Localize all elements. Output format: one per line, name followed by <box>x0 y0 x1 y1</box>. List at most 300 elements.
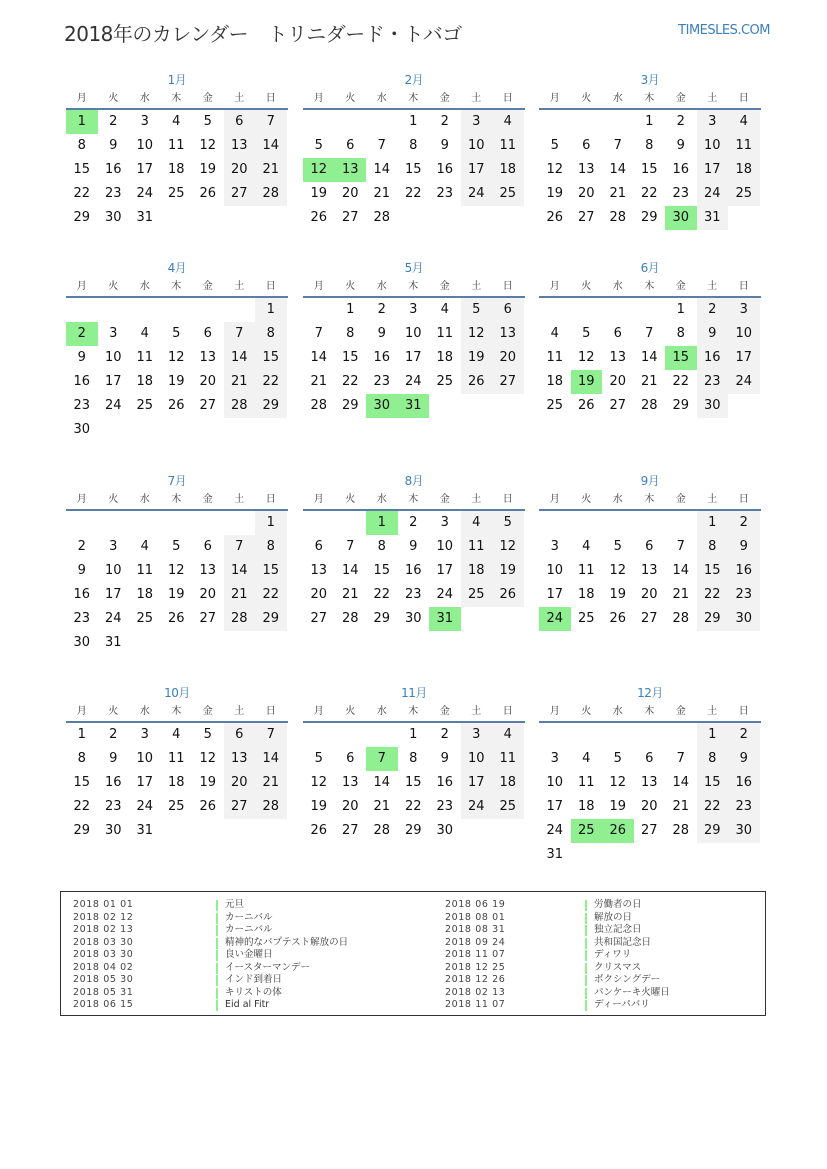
day-cell[interactable]: 25 <box>577 611 595 626</box>
day-cell[interactable]: 15 <box>404 775 422 790</box>
day-cell[interactable]: 14 <box>224 346 256 370</box>
day-cell[interactable]: 29 <box>697 819 729 843</box>
day-cell[interactable]: 19 <box>546 186 564 201</box>
day-cell[interactable]: 8 <box>697 535 729 559</box>
day-cell[interactable]: 11 <box>136 563 154 578</box>
day-cell[interactable]: 20 <box>640 587 658 602</box>
day-cell[interactable]: 6 <box>346 751 355 766</box>
day-cell[interactable]: 29 <box>73 823 91 838</box>
day-cell[interactable]: 21 <box>609 186 627 201</box>
day-cell[interactable]: 8 <box>377 539 386 554</box>
day-cell[interactable]: 14 <box>672 563 690 578</box>
day-cell[interactable]: 3 <box>728 298 760 322</box>
day-cell[interactable]: 6 <box>224 110 256 134</box>
day-cell[interactable]: 31 <box>136 210 154 225</box>
day-cell[interactable]: 17 <box>461 771 493 795</box>
day-cell[interactable]: 10 <box>546 775 564 790</box>
day-cell[interactable]: 30 <box>728 819 760 843</box>
day-cell[interactable]: 28 <box>255 795 287 819</box>
day-cell[interactable]: 26 <box>199 799 217 814</box>
day-cell[interactable]: 7 <box>676 539 685 554</box>
day-cell[interactable]: 1 <box>255 511 287 535</box>
day-cell[interactable]: 14 <box>609 162 627 177</box>
day-cell[interactable]: 8 <box>77 138 86 153</box>
day-cell[interactable]: 28 <box>373 210 391 225</box>
day-cell[interactable]: 8 <box>645 138 654 153</box>
day-cell[interactable]: 17 <box>404 350 422 365</box>
day-cell[interactable]: 2 <box>440 114 449 129</box>
day-cell[interactable]: 15 <box>640 162 658 177</box>
day-cell[interactable]: 23 <box>104 186 122 201</box>
day-cell[interactable]: 12 <box>609 563 627 578</box>
day-cell[interactable]: 22 <box>404 186 422 201</box>
day-cell[interactable]: 11 <box>577 563 595 578</box>
day-cell[interactable]: 12 <box>609 775 627 790</box>
day-cell[interactable]: 17 <box>461 158 493 182</box>
day-cell[interactable]: 19 <box>167 374 185 389</box>
day-cell[interactable]: 18 <box>546 374 564 389</box>
day-cell[interactable]: 25 <box>436 374 454 389</box>
day-cell[interactable]: 10 <box>728 322 760 346</box>
day-cell[interactable]: 12 <box>577 350 595 365</box>
day-cell[interactable]: 12 <box>167 350 185 365</box>
day-cell[interactable]: 4 <box>582 539 591 554</box>
day-cell[interactable]: 11 <box>436 326 454 341</box>
day-cell[interactable]: 19 <box>609 587 627 602</box>
day-cell[interactable]: 2 <box>109 727 118 742</box>
day-cell[interactable]: 19 <box>492 559 524 583</box>
day-cell[interactable]: 17 <box>697 158 729 182</box>
day-cell[interactable]: 9 <box>377 326 386 341</box>
day-cell[interactable]: 26 <box>461 370 493 394</box>
day-cell[interactable]: 29 <box>640 210 658 225</box>
day-cell[interactable]: 4 <box>728 110 760 134</box>
day-cell[interactable]: 16 <box>73 587 91 602</box>
day-cell[interactable]: 22 <box>697 583 729 607</box>
day-cell[interactable]: 15 <box>255 346 287 370</box>
day-cell[interactable]: 4 <box>172 727 181 742</box>
day-cell[interactable]: 6 <box>645 539 654 554</box>
day-cell[interactable]: 5 <box>314 751 323 766</box>
day-cell[interactable]: 10 <box>104 350 122 365</box>
day-cell[interactable]: 1 <box>255 298 287 322</box>
day-cell[interactable]: 9 <box>728 535 760 559</box>
day-cell[interactable]: 10 <box>461 747 493 771</box>
day-cell[interactable]: 29 <box>341 398 359 413</box>
day-cell[interactable]: 4 <box>461 511 493 535</box>
day-cell[interactable]: 29 <box>697 607 729 631</box>
day-cell[interactable]: 8 <box>77 751 86 766</box>
day-cell[interactable]: 8 <box>255 535 287 559</box>
day-cell[interactable]: 2 <box>409 515 418 530</box>
day-cell[interactable]: 18 <box>577 587 595 602</box>
day-cell[interactable]: 25 <box>546 398 564 413</box>
day-cell[interactable]: 24 <box>546 823 564 838</box>
holiday-day-cell[interactable]: 26 <box>602 819 634 843</box>
day-cell[interactable]: 9 <box>77 563 86 578</box>
day-cell[interactable]: 14 <box>255 134 287 158</box>
day-cell[interactable]: 17 <box>104 587 122 602</box>
day-cell[interactable]: 6 <box>314 539 323 554</box>
day-cell[interactable]: 14 <box>672 775 690 790</box>
day-cell[interactable]: 15 <box>697 771 729 795</box>
day-cell[interactable]: 2 <box>728 723 760 747</box>
day-cell[interactable]: 17 <box>104 374 122 389</box>
day-cell[interactable]: 23 <box>728 583 760 607</box>
day-cell[interactable]: 22 <box>404 799 422 814</box>
day-cell[interactable]: 26 <box>609 611 627 626</box>
day-cell[interactable]: 23 <box>436 186 454 201</box>
holiday-day-cell[interactable]: 13 <box>335 158 367 182</box>
day-cell[interactable]: 21 <box>224 583 256 607</box>
day-cell[interactable]: 8 <box>676 326 685 341</box>
day-cell[interactable]: 13 <box>577 162 595 177</box>
day-cell[interactable]: 10 <box>546 563 564 578</box>
day-cell[interactable]: 14 <box>341 563 359 578</box>
day-cell[interactable]: 29 <box>404 823 422 838</box>
day-cell[interactable]: 20 <box>224 158 256 182</box>
day-cell[interactable]: 30 <box>104 210 122 225</box>
day-cell[interactable]: 5 <box>172 539 181 554</box>
day-cell[interactable]: 24 <box>461 795 493 819</box>
day-cell[interactable]: 13 <box>224 747 256 771</box>
day-cell[interactable]: 16 <box>436 775 454 790</box>
day-cell[interactable]: 16 <box>728 559 760 583</box>
day-cell[interactable]: 22 <box>73 186 91 201</box>
day-cell[interactable]: 24 <box>136 186 154 201</box>
day-cell[interactable]: 29 <box>255 394 287 418</box>
day-cell[interactable]: 16 <box>104 162 122 177</box>
day-cell[interactable]: 10 <box>697 134 729 158</box>
day-cell[interactable]: 16 <box>373 350 391 365</box>
day-cell[interactable]: 14 <box>373 775 391 790</box>
day-cell[interactable]: 29 <box>255 607 287 631</box>
day-cell[interactable]: 16 <box>436 162 454 177</box>
day-cell[interactable]: 31 <box>136 823 154 838</box>
day-cell[interactable]: 19 <box>461 346 493 370</box>
day-cell[interactable]: 3 <box>109 326 118 341</box>
day-cell[interactable]: 27 <box>341 823 359 838</box>
day-cell[interactable]: 28 <box>224 394 256 418</box>
day-cell[interactable]: 16 <box>104 775 122 790</box>
day-cell[interactable]: 6 <box>613 326 622 341</box>
day-cell[interactable]: 9 <box>728 747 760 771</box>
day-cell[interactable]: 27 <box>224 795 256 819</box>
day-cell[interactable]: 9 <box>676 138 685 153</box>
day-cell[interactable]: 16 <box>73 374 91 389</box>
day-cell[interactable]: 9 <box>440 138 449 153</box>
day-cell[interactable]: 9 <box>409 539 418 554</box>
day-cell[interactable]: 9 <box>109 751 118 766</box>
day-cell[interactable]: 25 <box>492 182 524 206</box>
day-cell[interactable]: 23 <box>73 611 91 626</box>
day-cell[interactable]: 19 <box>310 799 328 814</box>
day-cell[interactable]: 27 <box>492 370 524 394</box>
day-cell[interactable]: 20 <box>609 374 627 389</box>
day-cell[interactable]: 14 <box>310 350 328 365</box>
day-cell[interactable]: 13 <box>199 350 217 365</box>
holiday-day-cell[interactable]: 7 <box>366 747 398 771</box>
day-cell[interactable]: 30 <box>73 635 91 650</box>
day-cell[interactable]: 10 <box>404 326 422 341</box>
day-cell[interactable]: 15 <box>697 559 729 583</box>
day-cell[interactable]: 10 <box>136 751 154 766</box>
day-cell[interactable]: 18 <box>436 350 454 365</box>
day-cell[interactable]: 1 <box>697 511 729 535</box>
day-cell[interactable]: 2 <box>676 114 685 129</box>
day-cell[interactable]: 10 <box>104 563 122 578</box>
day-cell[interactable]: 12 <box>199 138 217 153</box>
day-cell[interactable]: 13 <box>199 563 217 578</box>
day-cell[interactable]: 8 <box>697 747 729 771</box>
day-cell[interactable]: 24 <box>104 398 122 413</box>
day-cell[interactable]: 20 <box>199 587 217 602</box>
day-cell[interactable]: 3 <box>697 110 729 134</box>
day-cell[interactable]: 28 <box>672 611 690 626</box>
day-cell[interactable]: 14 <box>255 747 287 771</box>
day-cell[interactable]: 28 <box>341 611 359 626</box>
day-cell[interactable]: 6 <box>203 539 212 554</box>
day-cell[interactable]: 25 <box>492 795 524 819</box>
day-cell[interactable]: 3 <box>409 302 418 317</box>
holiday-day-cell[interactable]: 30 <box>665 206 697 230</box>
day-cell[interactable]: 6 <box>224 723 256 747</box>
day-cell[interactable]: 5 <box>203 727 212 742</box>
day-cell[interactable]: 17 <box>546 799 564 814</box>
day-cell[interactable]: 21 <box>373 186 391 201</box>
day-cell[interactable]: 31 <box>697 206 729 230</box>
day-cell[interactable]: 5 <box>203 114 212 129</box>
day-cell[interactable]: 23 <box>104 799 122 814</box>
day-cell[interactable]: 26 <box>546 210 564 225</box>
day-cell[interactable]: 29 <box>373 611 391 626</box>
day-cell[interactable]: 29 <box>672 398 690 413</box>
day-cell[interactable]: 13 <box>310 563 328 578</box>
day-cell[interactable]: 14 <box>224 559 256 583</box>
day-cell[interactable]: 5 <box>613 539 622 554</box>
day-cell[interactable]: 23 <box>436 799 454 814</box>
day-cell[interactable]: 19 <box>310 186 328 201</box>
day-cell[interactable]: 5 <box>314 138 323 153</box>
day-cell[interactable]: 12 <box>546 162 564 177</box>
day-cell[interactable]: 27 <box>640 823 658 838</box>
day-cell[interactable]: 20 <box>577 186 595 201</box>
day-cell[interactable]: 31 <box>546 847 564 862</box>
day-cell[interactable]: 2 <box>77 539 86 554</box>
day-cell[interactable]: 20 <box>640 799 658 814</box>
day-cell[interactable]: 30 <box>73 422 91 437</box>
day-cell[interactable]: 25 <box>728 182 760 206</box>
day-cell[interactable]: 26 <box>310 823 328 838</box>
day-cell[interactable]: 18 <box>136 374 154 389</box>
day-cell[interactable]: 21 <box>640 374 658 389</box>
holiday-day-cell[interactable]: 12 <box>303 158 335 182</box>
holiday-day-cell[interactable]: 31 <box>429 607 461 631</box>
day-cell[interactable]: 28 <box>224 607 256 631</box>
holiday-day-cell[interactable]: 24 <box>539 607 571 631</box>
day-cell[interactable]: 21 <box>255 771 287 795</box>
day-cell[interactable]: 3 <box>140 727 149 742</box>
day-cell[interactable]: 12 <box>167 563 185 578</box>
day-cell[interactable]: 7 <box>314 326 323 341</box>
day-cell[interactable]: 19 <box>199 775 217 790</box>
day-cell[interactable]: 27 <box>577 210 595 225</box>
day-cell[interactable]: 27 <box>199 398 217 413</box>
day-cell[interactable]: 21 <box>672 587 690 602</box>
day-cell[interactable]: 4 <box>492 110 524 134</box>
holiday-day-cell[interactable]: 15 <box>665 346 697 370</box>
day-cell[interactable]: 27 <box>341 210 359 225</box>
holiday-day-cell[interactable]: 1 <box>366 511 398 535</box>
day-cell[interactable]: 24 <box>104 611 122 626</box>
day-cell[interactable]: 17 <box>728 346 760 370</box>
day-cell[interactable]: 24 <box>136 799 154 814</box>
day-cell[interactable]: 29 <box>73 210 91 225</box>
day-cell[interactable]: 22 <box>255 370 287 394</box>
day-cell[interactable]: 5 <box>613 751 622 766</box>
day-cell[interactable]: 26 <box>577 398 595 413</box>
day-cell[interactable]: 28 <box>310 398 328 413</box>
day-cell[interactable]: 20 <box>310 587 328 602</box>
day-cell[interactable]: 15 <box>373 563 391 578</box>
day-cell[interactable]: 22 <box>640 186 658 201</box>
day-cell[interactable]: 12 <box>310 775 328 790</box>
day-cell[interactable]: 9 <box>440 751 449 766</box>
day-cell[interactable]: 27 <box>199 611 217 626</box>
day-cell[interactable]: 11 <box>136 350 154 365</box>
day-cell[interactable]: 15 <box>73 775 91 790</box>
day-cell[interactable]: 28 <box>672 823 690 838</box>
day-cell[interactable]: 3 <box>140 114 149 129</box>
day-cell[interactable]: 5 <box>550 138 559 153</box>
day-cell[interactable]: 13 <box>609 350 627 365</box>
day-cell[interactable]: 8 <box>409 138 418 153</box>
day-cell[interactable]: 5 <box>492 511 524 535</box>
day-cell[interactable]: 7 <box>255 723 287 747</box>
day-cell[interactable]: 27 <box>609 398 627 413</box>
day-cell[interactable]: 13 <box>224 134 256 158</box>
day-cell[interactable]: 12 <box>492 535 524 559</box>
day-cell[interactable]: 7 <box>224 535 256 559</box>
day-cell[interactable]: 17 <box>136 162 154 177</box>
day-cell[interactable]: 7 <box>645 326 654 341</box>
day-cell[interactable]: 4 <box>440 302 449 317</box>
day-cell[interactable]: 6 <box>492 298 524 322</box>
day-cell[interactable]: 17 <box>436 563 454 578</box>
day-cell[interactable]: 18 <box>492 158 524 182</box>
day-cell[interactable]: 24 <box>697 182 729 206</box>
day-cell[interactable]: 16 <box>672 162 690 177</box>
day-cell[interactable]: 5 <box>172 326 181 341</box>
day-cell[interactable]: 14 <box>373 162 391 177</box>
day-cell[interactable]: 18 <box>461 559 493 583</box>
day-cell[interactable]: 4 <box>140 326 149 341</box>
day-cell[interactable]: 21 <box>224 370 256 394</box>
day-cell[interactable]: 26 <box>167 398 185 413</box>
day-cell[interactable]: 3 <box>109 539 118 554</box>
day-cell[interactable]: 14 <box>640 350 658 365</box>
day-cell[interactable]: 4 <box>550 326 559 341</box>
day-cell[interactable]: 6 <box>203 326 212 341</box>
day-cell[interactable]: 28 <box>373 823 391 838</box>
day-cell[interactable]: 1 <box>346 302 355 317</box>
day-cell[interactable]: 3 <box>550 751 559 766</box>
day-cell[interactable]: 1 <box>409 114 418 129</box>
day-cell[interactable]: 2 <box>109 114 118 129</box>
day-cell[interactable]: 22 <box>73 799 91 814</box>
day-cell[interactable]: 25 <box>461 583 493 607</box>
day-cell[interactable]: 22 <box>341 374 359 389</box>
day-cell[interactable]: 7 <box>613 138 622 153</box>
day-cell[interactable]: 5 <box>582 326 591 341</box>
day-cell[interactable]: 1 <box>645 114 654 129</box>
holiday-day-cell[interactable]: 31 <box>398 394 430 418</box>
day-cell[interactable]: 6 <box>346 138 355 153</box>
day-cell[interactable]: 8 <box>255 322 287 346</box>
day-cell[interactable]: 1 <box>77 727 86 742</box>
day-cell[interactable]: 16 <box>404 563 422 578</box>
day-cell[interactable]: 19 <box>199 162 217 177</box>
day-cell[interactable]: 4 <box>492 723 524 747</box>
day-cell[interactable]: 30 <box>697 394 729 418</box>
day-cell[interactable]: 10 <box>461 134 493 158</box>
day-cell[interactable]: 28 <box>609 210 627 225</box>
day-cell[interactable]: 13 <box>341 775 359 790</box>
day-cell[interactable]: 30 <box>104 823 122 838</box>
day-cell[interactable]: 28 <box>640 398 658 413</box>
day-cell[interactable]: 2 <box>440 727 449 742</box>
day-cell[interactable]: 3 <box>461 110 493 134</box>
day-cell[interactable]: 7 <box>224 322 256 346</box>
day-cell[interactable]: 23 <box>73 398 91 413</box>
day-cell[interactable]: 18 <box>577 799 595 814</box>
day-cell[interactable]: 19 <box>167 587 185 602</box>
day-cell[interactable]: 15 <box>404 162 422 177</box>
day-cell[interactable]: 17 <box>136 775 154 790</box>
day-cell[interactable]: 13 <box>492 322 524 346</box>
day-cell[interactable]: 7 <box>377 138 386 153</box>
day-cell[interactable]: 23 <box>404 587 422 602</box>
day-cell[interactable]: 2 <box>377 302 386 317</box>
holiday-day-cell[interactable]: 2 <box>66 322 98 346</box>
day-cell[interactable]: 26 <box>310 210 328 225</box>
day-cell[interactable]: 4 <box>140 539 149 554</box>
day-cell[interactable]: 4 <box>582 751 591 766</box>
day-cell[interactable]: 23 <box>373 374 391 389</box>
day-cell[interactable]: 21 <box>255 158 287 182</box>
day-cell[interactable]: 6 <box>645 751 654 766</box>
site-logo[interactable]: TIMESLES.COM <box>678 23 770 38</box>
holiday-day-cell[interactable]: 1 <box>66 110 98 134</box>
day-cell[interactable]: 20 <box>341 186 359 201</box>
day-cell[interactable]: 22 <box>672 374 690 389</box>
day-cell[interactable]: 20 <box>199 374 217 389</box>
day-cell[interactable]: 23 <box>728 795 760 819</box>
day-cell[interactable]: 15 <box>255 559 287 583</box>
day-cell[interactable]: 28 <box>255 182 287 206</box>
day-cell[interactable]: 10 <box>136 138 154 153</box>
day-cell[interactable]: 7 <box>346 539 355 554</box>
holiday-day-cell[interactable]: 30 <box>366 394 398 418</box>
day-cell[interactable]: 17 <box>546 587 564 602</box>
day-cell[interactable]: 16 <box>697 346 729 370</box>
day-cell[interactable]: 9 <box>109 138 118 153</box>
day-cell[interactable]: 18 <box>167 162 185 177</box>
day-cell[interactable]: 24 <box>404 374 422 389</box>
day-cell[interactable]: 24 <box>436 587 454 602</box>
day-cell[interactable]: 23 <box>672 186 690 201</box>
day-cell[interactable]: 16 <box>728 771 760 795</box>
